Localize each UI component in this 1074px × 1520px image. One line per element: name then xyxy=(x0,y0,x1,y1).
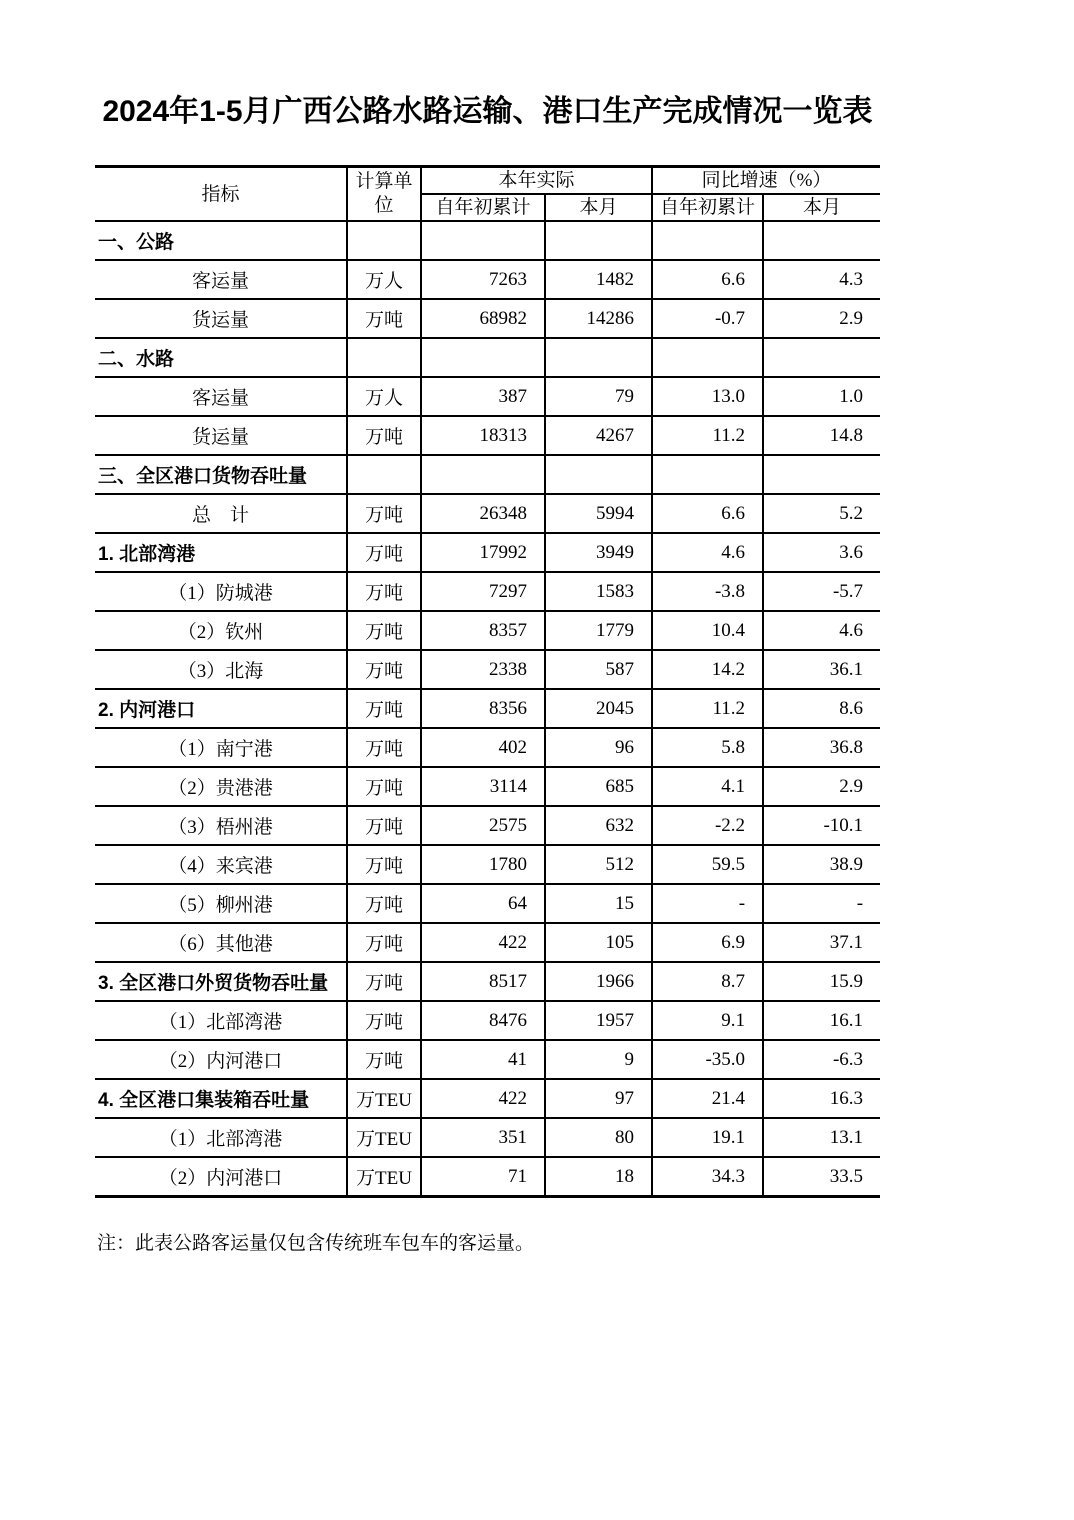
value-cell: 387 xyxy=(421,377,545,416)
indicator-cell: （2）贵港港 xyxy=(95,767,347,806)
value-cell: 1.0 xyxy=(763,377,880,416)
value-cell: 4267 xyxy=(545,416,652,455)
value-cell: 16.3 xyxy=(763,1079,880,1118)
value-cell: 17992 xyxy=(421,533,545,572)
indicator-cell: （3）梧州港 xyxy=(95,806,347,845)
value-cell: 15.9 xyxy=(763,962,880,1001)
unit-cell: 万吨 xyxy=(347,650,421,689)
value-cell: -2.2 xyxy=(652,806,763,845)
indicator-cell: 客运量 xyxy=(95,377,347,416)
unit-cell: 万吨 xyxy=(347,572,421,611)
unit-cell: 万TEU xyxy=(347,1157,421,1197)
value-cell: 1482 xyxy=(545,260,652,299)
header-row-top xyxy=(95,167,880,195)
indicator-cell: （1）防城港 xyxy=(95,572,347,611)
value-cell: 3.6 xyxy=(763,533,880,572)
indicator-cell: （4）来宾港 xyxy=(95,845,347,884)
table-row xyxy=(95,533,880,572)
indicator-cell: （2）内河港口 xyxy=(95,1040,347,1079)
unit-cell: 万吨 xyxy=(347,494,421,533)
value-cell: 5994 xyxy=(545,494,652,533)
value-cell xyxy=(545,221,652,260)
table-row xyxy=(95,884,880,923)
value-cell: 68982 xyxy=(421,299,545,338)
value-cell: 1966 xyxy=(545,962,652,1001)
value-cell: 4.6 xyxy=(652,533,763,572)
table-row xyxy=(95,923,880,962)
value-cell: 11.2 xyxy=(652,689,763,728)
value-cell: 7297 xyxy=(421,572,545,611)
header-actual-month: 本月 xyxy=(545,194,652,221)
value-cell: 13.1 xyxy=(763,1118,880,1157)
table-row xyxy=(95,494,880,533)
value-cell: 97 xyxy=(545,1079,652,1118)
value-cell: - xyxy=(763,884,880,923)
value-cell: -0.7 xyxy=(652,299,763,338)
value-cell: 4.6 xyxy=(763,611,880,650)
unit-cell: 万吨 xyxy=(347,533,421,572)
indicator-cell: （3）北海 xyxy=(95,650,347,689)
table-row xyxy=(95,260,880,299)
table-row xyxy=(95,377,880,416)
table-row xyxy=(95,650,880,689)
value-cell: 1583 xyxy=(545,572,652,611)
header-growth-group: 同比增速（%） xyxy=(652,167,880,195)
value-cell: -10.1 xyxy=(763,806,880,845)
value-cell: 4.3 xyxy=(763,260,880,299)
indicator-cell: 1. 北部湾港 xyxy=(95,533,347,572)
table-row xyxy=(95,1118,880,1157)
table-row xyxy=(95,689,880,728)
value-cell: 1780 xyxy=(421,845,545,884)
value-cell xyxy=(421,221,545,260)
unit-cell: 万TEU xyxy=(347,1118,421,1157)
indicator-cell: （2）钦州 xyxy=(95,611,347,650)
value-cell: 2.9 xyxy=(763,299,880,338)
value-cell xyxy=(421,338,545,377)
value-cell: 64 xyxy=(421,884,545,923)
indicator-cell: （1）南宁港 xyxy=(95,728,347,767)
unit-cell xyxy=(347,338,421,377)
value-cell: 80 xyxy=(545,1118,652,1157)
value-cell: 1779 xyxy=(545,611,652,650)
unit-cell: 万吨 xyxy=(347,962,421,1001)
header-unit: 计算单位 xyxy=(347,167,421,222)
page-title: 2024年1-5月广西公路水路运输、港口生产完成情况一览表 xyxy=(102,95,873,128)
value-cell: 402 xyxy=(421,728,545,767)
table-row xyxy=(95,806,880,845)
value-cell: 96 xyxy=(545,728,652,767)
value-cell: 1957 xyxy=(545,1001,652,1040)
unit-cell: 万吨 xyxy=(347,845,421,884)
value-cell: 8517 xyxy=(421,962,545,1001)
value-cell: 3114 xyxy=(421,767,545,806)
indicator-cell: 三、全区港口货物吞吐量 xyxy=(95,455,347,494)
value-cell: - xyxy=(652,884,763,923)
table-row xyxy=(95,728,880,767)
unit-cell: 万吨 xyxy=(347,611,421,650)
header-growth-month: 本月 xyxy=(763,194,880,221)
value-cell xyxy=(763,455,880,494)
value-cell xyxy=(421,455,545,494)
unit-cell: 万人 xyxy=(347,377,421,416)
indicator-cell: （6）其他港 xyxy=(95,923,347,962)
value-cell: 36.1 xyxy=(763,650,880,689)
unit-cell: 万吨 xyxy=(347,689,421,728)
value-cell: 2045 xyxy=(545,689,652,728)
indicator-cell: 2. 内河港口 xyxy=(95,689,347,728)
table-row xyxy=(95,455,880,494)
value-cell: 2.9 xyxy=(763,767,880,806)
value-cell: -35.0 xyxy=(652,1040,763,1079)
table-row xyxy=(95,338,880,377)
value-cell: 38.9 xyxy=(763,845,880,884)
value-cell xyxy=(763,221,880,260)
value-cell: 34.3 xyxy=(652,1157,763,1197)
value-cell: 9 xyxy=(545,1040,652,1079)
value-cell: 422 xyxy=(421,1079,545,1118)
indicator-cell: （2）内河港口 xyxy=(95,1157,347,1197)
indicator-cell: （5）柳州港 xyxy=(95,884,347,923)
value-cell: -3.8 xyxy=(652,572,763,611)
unit-cell: 万吨 xyxy=(347,1040,421,1079)
value-cell: 3949 xyxy=(545,533,652,572)
table-row xyxy=(95,299,880,338)
table-header xyxy=(95,167,880,222)
value-cell: 14286 xyxy=(545,299,652,338)
indicator-cell: 一、公路 xyxy=(95,221,347,260)
unit-cell: 万吨 xyxy=(347,767,421,806)
unit-cell: 万吨 xyxy=(347,416,421,455)
value-cell: 351 xyxy=(421,1118,545,1157)
indicator-cell: （1）北部湾港 xyxy=(95,1001,347,1040)
value-cell: 59.5 xyxy=(652,845,763,884)
value-cell: 10.4 xyxy=(652,611,763,650)
value-cell: 19.1 xyxy=(652,1118,763,1157)
value-cell: 8.6 xyxy=(763,689,880,728)
main-table xyxy=(95,165,880,1198)
table-row xyxy=(95,845,880,884)
value-cell: 6.9 xyxy=(652,923,763,962)
unit-cell: 万吨 xyxy=(347,884,421,923)
unit-cell: 万吨 xyxy=(347,923,421,962)
value-cell: 18 xyxy=(545,1157,652,1197)
value-cell: 6.6 xyxy=(652,260,763,299)
indicator-cell: 4. 全区港口集装箱吞吐量 xyxy=(95,1079,347,1118)
header-actual-group: 本年实际 xyxy=(421,167,652,195)
value-cell: 5.8 xyxy=(652,728,763,767)
value-cell: 105 xyxy=(545,923,652,962)
value-cell: -5.7 xyxy=(763,572,880,611)
value-cell: 14.2 xyxy=(652,650,763,689)
unit-cell: 万人 xyxy=(347,260,421,299)
table-row xyxy=(95,1040,880,1079)
indicator-cell: 货运量 xyxy=(95,299,347,338)
value-cell: 15 xyxy=(545,884,652,923)
value-cell: 14.8 xyxy=(763,416,880,455)
value-cell: 8.7 xyxy=(652,962,763,1001)
value-cell: 9.1 xyxy=(652,1001,763,1040)
value-cell xyxy=(545,338,652,377)
table-row xyxy=(95,416,880,455)
table-row xyxy=(95,767,880,806)
value-cell: 79 xyxy=(545,377,652,416)
value-cell xyxy=(763,338,880,377)
value-cell: 13.0 xyxy=(652,377,763,416)
table-row xyxy=(95,611,880,650)
value-cell: 21.4 xyxy=(652,1079,763,1118)
value-cell: -6.3 xyxy=(763,1040,880,1079)
value-cell: 8356 xyxy=(421,689,545,728)
table-row xyxy=(95,962,880,1001)
value-cell xyxy=(545,455,652,494)
table-row xyxy=(95,1157,880,1197)
unit-cell xyxy=(347,455,421,494)
unit-cell: 万吨 xyxy=(347,806,421,845)
unit-cell: 万吨 xyxy=(347,299,421,338)
indicator-cell: 3. 全区港口外贸货物吞吐量 xyxy=(95,962,347,1001)
value-cell: 33.5 xyxy=(763,1157,880,1197)
value-cell: 512 xyxy=(545,845,652,884)
header-indicator: 指标 xyxy=(95,167,347,222)
footnote: 注：此表公路客运量仅包含传统班车包车的客运量。 xyxy=(97,1233,535,1254)
value-cell: 8476 xyxy=(421,1001,545,1040)
table-row xyxy=(95,1001,880,1040)
value-cell: 422 xyxy=(421,923,545,962)
value-cell: 2338 xyxy=(421,650,545,689)
value-cell: 8357 xyxy=(421,611,545,650)
value-cell xyxy=(652,338,763,377)
value-cell: 587 xyxy=(545,650,652,689)
value-cell: 26348 xyxy=(421,494,545,533)
table-row xyxy=(95,1079,880,1118)
value-cell: 6.6 xyxy=(652,494,763,533)
value-cell: 632 xyxy=(545,806,652,845)
value-cell: 2575 xyxy=(421,806,545,845)
value-cell: 41 xyxy=(421,1040,545,1079)
indicator-cell: 二、水路 xyxy=(95,338,347,377)
value-cell xyxy=(652,455,763,494)
unit-cell: 万吨 xyxy=(347,1001,421,1040)
header-actual-cumulative: 自年初累计 xyxy=(421,194,545,221)
table-row xyxy=(95,572,880,611)
value-cell: 685 xyxy=(545,767,652,806)
value-cell: 4.1 xyxy=(652,767,763,806)
unit-cell: 万TEU xyxy=(347,1079,421,1118)
table-row xyxy=(95,221,880,260)
value-cell xyxy=(652,221,763,260)
indicator-cell: 货运量 xyxy=(95,416,347,455)
value-cell: 7263 xyxy=(421,260,545,299)
unit-cell: 万吨 xyxy=(347,728,421,767)
unit-cell xyxy=(347,221,421,260)
indicator-cell: 客运量 xyxy=(95,260,347,299)
indicator-cell: （1）北部湾港 xyxy=(95,1118,347,1157)
value-cell: 5.2 xyxy=(763,494,880,533)
table-body xyxy=(95,221,880,1197)
value-cell: 36.8 xyxy=(763,728,880,767)
value-cell: 16.1 xyxy=(763,1001,880,1040)
value-cell: 18313 xyxy=(421,416,545,455)
value-cell: 37.1 xyxy=(763,923,880,962)
indicator-cell: 总 计 xyxy=(95,494,347,533)
value-cell: 11.2 xyxy=(652,416,763,455)
header-growth-cumulative: 自年初累计 xyxy=(652,194,763,221)
value-cell: 71 xyxy=(421,1157,545,1197)
